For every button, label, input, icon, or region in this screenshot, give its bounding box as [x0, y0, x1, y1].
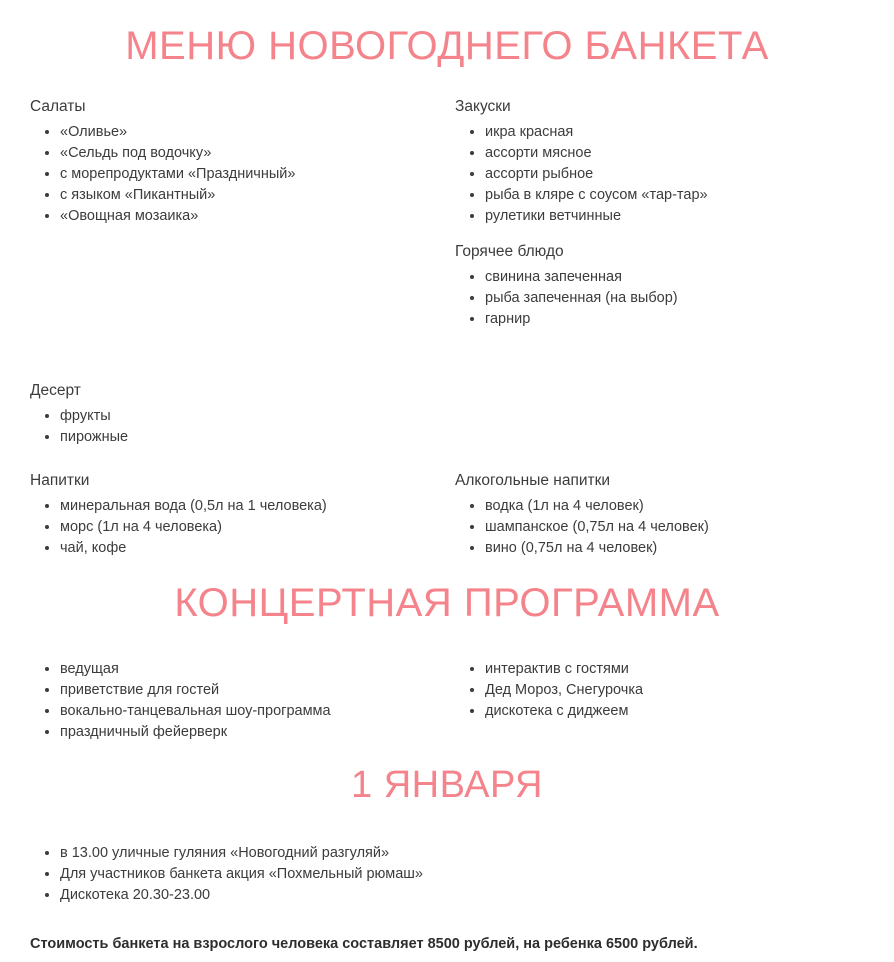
menu-columns-drinks: [0, 472, 894, 575]
list-item: • праздничный фейерверк: [60, 722, 447, 743]
list-item: • морс (1л на 4 человека): [60, 517, 447, 538]
section-heading-alcohol: Алкогольные напитки: [455, 472, 611, 489]
list-item: • минеральная вода (0,5л на 1 человека): [60, 496, 447, 517]
list-item: • приветствие для гостей: [60, 680, 447, 701]
list-item: • Дед Мороз, Снегурочка: [485, 680, 894, 701]
list-item: • ассорти рыбное: [485, 164, 894, 185]
list-item: • ассорти мясное: [485, 143, 894, 164]
list-hot-dish: [455, 267, 894, 330]
list-item: • с морепродуктами «Праздничный»: [60, 164, 447, 185]
list-alcohol: [455, 496, 894, 559]
list-item: • вино (0,75л на 4 человек): [485, 538, 894, 559]
section-heading-snacks: Закуски: [455, 98, 511, 115]
concert-columns: [0, 659, 894, 759]
page-title-concert: КОНЦЕРТНАЯ ПРОГРАММА: [174, 581, 720, 625]
list-item: • водка (1л на 4 человек): [485, 496, 894, 517]
concert-column-right: [447, 659, 894, 759]
list-concert-left: [30, 659, 447, 743]
list-item: • с языком «Пикантный»: [60, 185, 447, 206]
list-dessert: [30, 406, 447, 448]
list-item: • интерактив с гостями: [485, 659, 894, 680]
list-item: • рыба запеченная (на выбор): [485, 288, 894, 309]
menu-column-right: [447, 98, 894, 346]
menu-columns-dessert: [0, 382, 894, 464]
drinks-column-left: [0, 472, 447, 575]
list-item: • ведущая: [60, 659, 447, 680]
dessert-column-right: [447, 382, 894, 464]
list-item: • «Овощная мозаика»: [60, 206, 447, 227]
list-january: [30, 843, 894, 906]
list-item: • свинина запеченная: [485, 267, 894, 288]
section-heading-dessert: Десерт: [30, 382, 81, 399]
menu-columns-top: [0, 98, 894, 346]
drinks-column-right: [447, 472, 894, 575]
price-note: Стоимость банкета на взрослого человека составляет 8500 рублей, на ребенка 6500 рублей.: [30, 935, 698, 952]
dessert-column-left: [0, 382, 447, 464]
section-heading-salads: Салаты: [30, 98, 86, 115]
page-title-date: 1 ЯНВАРЯ: [351, 764, 543, 806]
list-item: • «Оливье»: [60, 122, 447, 143]
january-column: [0, 843, 894, 922]
list-snacks: [455, 122, 894, 227]
list-item: • фрукты: [60, 406, 447, 427]
list-item: • рыба в кляре с соусом «тар-тар»: [485, 185, 894, 206]
list-concert-right: [455, 659, 894, 722]
list-item: • шампанское (0,75л на 4 человек): [485, 517, 894, 538]
january-columns: [0, 843, 894, 922]
list-salads: [30, 122, 447, 227]
concert-column-left: [0, 659, 447, 759]
list-item: • Для участников банкета акция «Похмельный рюмаш»: [60, 864, 894, 885]
page-title-menu: МЕНЮ НОВОГОДНЕГО БАНКЕТА: [125, 24, 769, 68]
list-item: • Дискотека 20.30-23.00: [60, 885, 894, 906]
list-drinks: [30, 496, 447, 559]
list-item: • икра красная: [485, 122, 894, 143]
list-item: • «Сельдь под водочку»: [60, 143, 447, 164]
section-heading-hot-dish: Горячее блюдо: [455, 243, 564, 260]
list-item: • в 13.00 уличные гуляния «Новогодний разгуляй»: [60, 843, 894, 864]
list-item: • дискотека с диджеем: [485, 701, 894, 722]
menu-column-left: [0, 98, 447, 346]
list-item: • рулетики ветчинные: [485, 206, 894, 227]
list-item: • гарнир: [485, 309, 894, 330]
section-heading-drinks: Напитки: [30, 472, 90, 489]
list-item: • чай, кофе: [60, 538, 447, 559]
list-item: • вокально-танцевальная шоу-программа: [60, 701, 447, 722]
list-item: • пирожные: [60, 427, 447, 448]
